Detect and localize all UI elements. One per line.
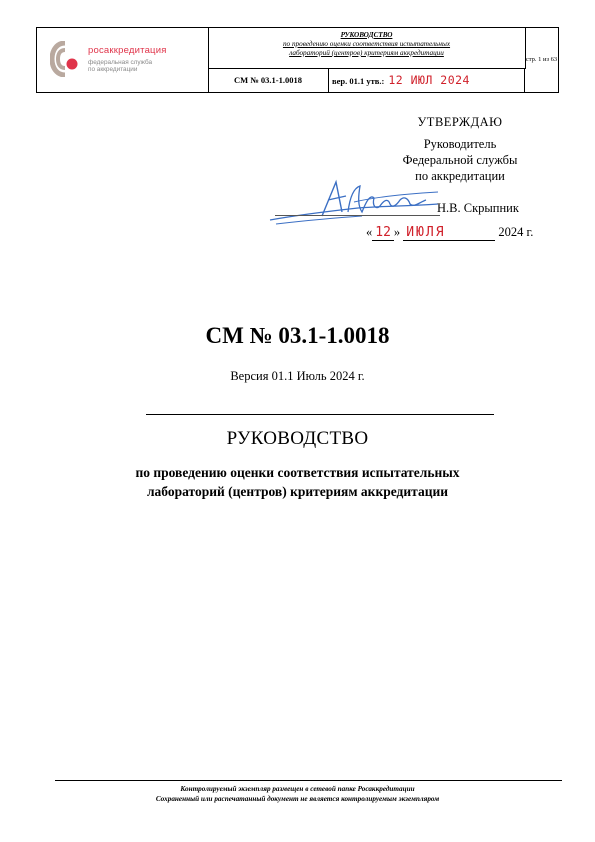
document-subject: [0, 463, 595, 501]
document-code: СМ № 03.1-1.0018: [205, 323, 390, 348]
footer-line1: Контролируемый экземпляр размещен в сетевой папке Росаккредитации: [180, 785, 415, 793]
approval-heading: УТВЕРЖДАЮ: [417, 115, 503, 129]
header-doc-code: СМ № 03.1-1.0018: [208, 68, 329, 92]
approver-title-line2: Федеральной службы: [402, 153, 518, 167]
header-version-cell: [328, 68, 525, 92]
approval-date-stamp: 12 ИЮЛ 2024: [388, 73, 470, 87]
logo-name: росаккредитация: [88, 45, 167, 56]
signature-line: [275, 215, 440, 216]
date-day: 12: [372, 225, 394, 241]
document-version: Версия 01.1 Июль 2024 г.: [230, 369, 365, 383]
approver-title-line1: Руководитель: [423, 137, 497, 151]
header-subject-line2: лабораторий (центров) критериям аккредитации: [289, 49, 444, 57]
approval-date: [366, 225, 533, 241]
logo-subtitle-line2: по аккредитации: [88, 66, 138, 73]
logo-subtitle-line1: федеральная служба: [88, 59, 153, 66]
document-subject-line1: по проведению оценки соответствия испытательных: [135, 465, 460, 480]
footer-line2: Сохраненный или распечатанный документ не является контролируемым экземпляром: [155, 795, 440, 803]
document-type: РУКОВОДСТВО: [226, 428, 369, 449]
header-version-label: вер. 01.1 утв.:: [332, 76, 385, 86]
footer-divider: [55, 780, 562, 781]
date-open-quote: «: [366, 225, 373, 239]
page-counter: стр. 1 из 63: [525, 56, 558, 63]
header-subject-line1: по проведению оценки соответствия испытательных: [282, 40, 451, 48]
header-title: РУКОВОДСТВО: [340, 31, 393, 39]
date-year: 2024 г.: [498, 225, 534, 239]
document-subject-line2: лабораторий (центров) критериям аккредитации: [146, 484, 449, 499]
approver-title-line3: по аккредитации: [415, 169, 505, 183]
rosaccreditation-logo-icon: [50, 41, 80, 77]
header-title-cell: [208, 28, 526, 69]
logo-cell: [37, 28, 209, 92]
document-header-table: [36, 27, 559, 93]
signer-name: Н.В. Скрыпник: [437, 201, 519, 215]
handwritten-signature: [262, 176, 452, 232]
date-close-quote: »: [393, 225, 401, 239]
date-month: ИЮЛЯ: [403, 225, 495, 241]
logo-subtitle: [88, 59, 152, 73]
footer-note: [0, 784, 595, 804]
title-divider: [146, 414, 494, 415]
